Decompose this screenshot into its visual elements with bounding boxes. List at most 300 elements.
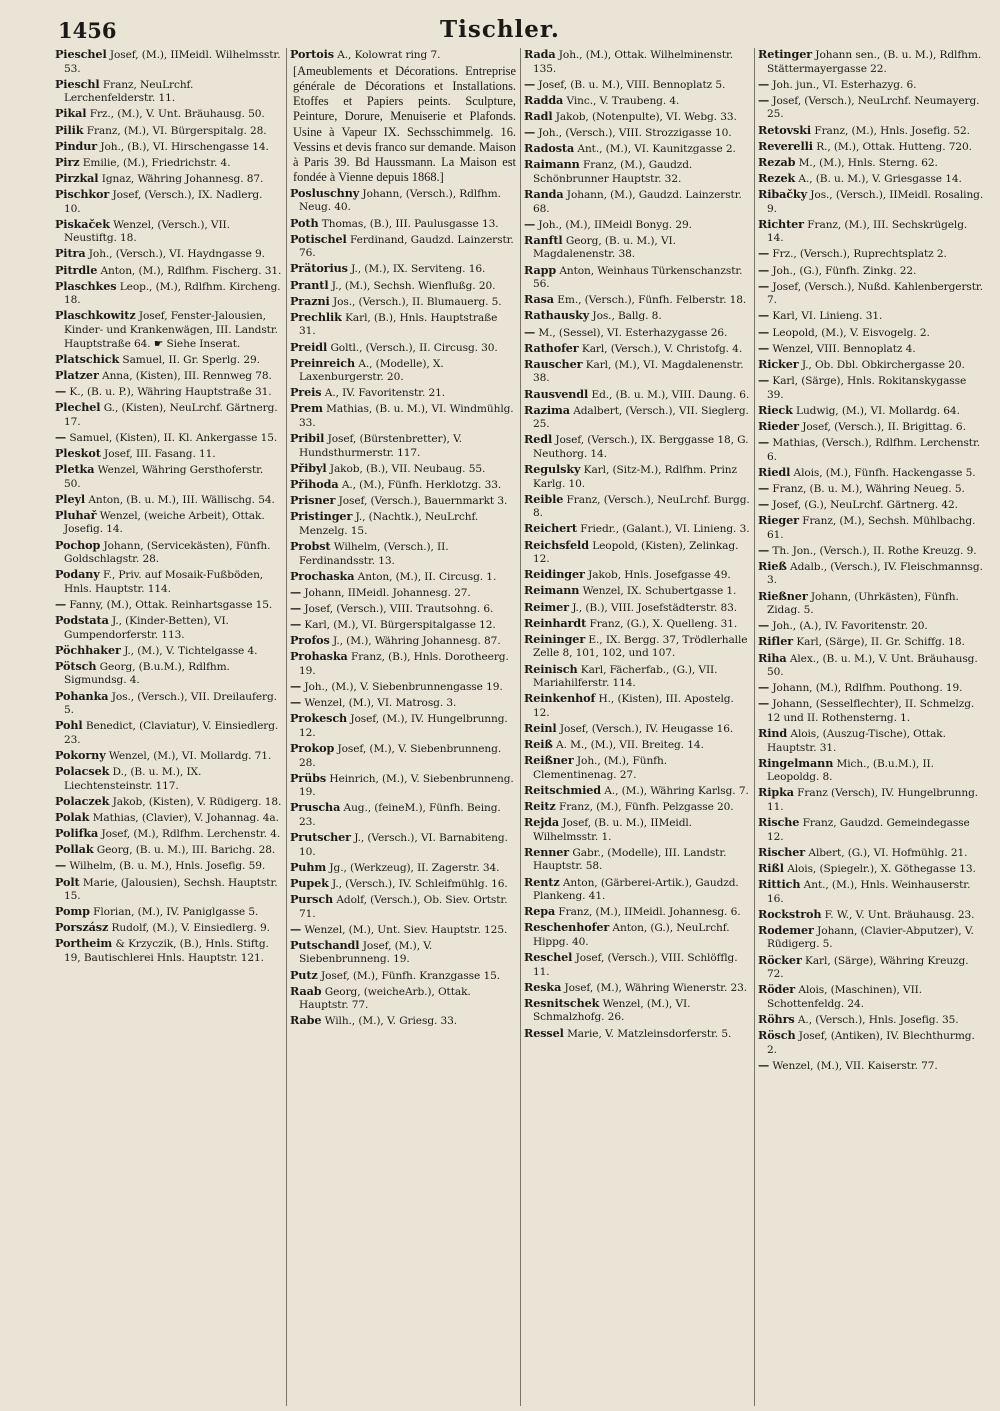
entry-details: Leopold, (Kisten), Zelinkag. 12. xyxy=(533,539,739,566)
entry-name: Reidinger xyxy=(524,567,585,582)
advertisement-text xyxy=(290,64,516,185)
directory-entry xyxy=(524,921,750,949)
entry-details: Goltl., (Versch.), II. Circusg. 30. xyxy=(330,341,498,354)
entry-name: Reichsfeld xyxy=(524,537,589,552)
directory-entry xyxy=(524,326,750,341)
entry-name: Portheim xyxy=(55,936,113,951)
entry-name: Regulsky xyxy=(524,462,581,477)
directory-entry xyxy=(290,386,516,401)
entry-details: R., (M.), Ottak. Hutteng. 720. xyxy=(816,140,972,153)
entry-details: Josef, (M.), IV. Hungelbrunng. 12. xyxy=(299,713,508,739)
entry-name: Pikal xyxy=(55,106,87,121)
entry-details: Alois, (Spiegelr.), X. Göthegasse 13. xyxy=(787,862,976,875)
entry-details: J., (M.), Sechsh. Wienflußg. 20. xyxy=(331,279,496,292)
entry-details: Josef, Fenster-Jalousien, Kinder- und Krankenwägen, III. Landstr. Hauptstraße 64. ☛ Siehe Inserat. xyxy=(64,310,278,350)
entry-name: Přibyl xyxy=(290,460,327,475)
entry-name: — xyxy=(524,125,536,140)
entry-details: Josef, (Versch.), IX. Berggasse 18, G. Neuthorg. 14. xyxy=(533,434,749,460)
entry-name: Prübs xyxy=(290,770,327,785)
directory-entry xyxy=(55,280,282,308)
directory-entry xyxy=(290,634,516,649)
entry-name: Rind xyxy=(758,726,788,741)
entry-name: Rentz xyxy=(524,874,560,889)
entry-details: Anton, (Gärberei-Artik.), Gaudzd. Plankeng. 41. xyxy=(533,876,739,903)
directory-entry xyxy=(524,388,750,403)
entry-details: Karl, (Särge), Hnls. Rokitanskygasse 39. xyxy=(767,374,967,401)
directory-entry xyxy=(290,279,516,294)
directory-entry xyxy=(55,353,282,368)
entry-details: Jos., (Versch.), II. Blumauerg. 5. xyxy=(332,295,502,308)
entry-details: Mich., (B.u.M.), II. Leopoldg. 8. xyxy=(767,757,934,784)
directory-entry xyxy=(55,188,282,216)
directory-entry xyxy=(758,342,984,357)
entry-name: — xyxy=(758,680,770,695)
entry-name: — xyxy=(290,584,302,599)
entry-details: Franz, NeuLrchf. Lerchenfelderstr. 11. xyxy=(64,78,194,105)
entry-details: A., (Versch.), Hnls. Josefig. 35. xyxy=(797,1013,959,1026)
entry-name: Rockstroh xyxy=(758,906,822,921)
entry-name: Rathausky xyxy=(524,308,590,323)
entry-name: — xyxy=(758,76,770,91)
entry-name: Retinger xyxy=(758,48,813,61)
directory-entry xyxy=(524,981,750,996)
entry-name: Rasa xyxy=(524,292,554,307)
directory-entry xyxy=(758,188,984,216)
directory-entry xyxy=(524,754,750,782)
entry-name: Reimer xyxy=(524,599,569,614)
directory-entry xyxy=(524,493,750,521)
directory-entry xyxy=(758,560,984,588)
directory-entry xyxy=(55,937,282,965)
entry-details: Em., (Versch.), Fünfh. Felberstr. 18. xyxy=(557,294,747,307)
directory-entry xyxy=(758,1029,984,1057)
entry-details: D., (B. u. M.), IX. Liechtensteinstr. 117. xyxy=(64,766,202,792)
directory-entry xyxy=(758,757,984,785)
entry-details: Joh., (Versch.), VIII. Strozzigasse 10. xyxy=(538,127,732,140)
directory-entry xyxy=(524,404,750,432)
entry-details: M., (M.), Hnls. Sterng. 62. xyxy=(798,156,938,169)
directory-entry xyxy=(758,482,984,497)
directory-entry xyxy=(290,494,516,509)
directory-entry xyxy=(290,295,516,310)
directory-entry xyxy=(758,404,984,419)
entry-name: Rieck xyxy=(758,402,793,417)
entry-details: M., (Sessel), VI. Esterhazygasse 26. xyxy=(538,326,728,339)
directory-entry xyxy=(290,357,516,385)
entry-name: Prechlik xyxy=(290,309,342,324)
directory-entry xyxy=(55,859,282,874)
directory-entry xyxy=(55,539,282,567)
directory-entry xyxy=(290,540,516,568)
entry-name: — xyxy=(524,324,536,339)
directory-entry xyxy=(290,586,516,601)
entry-details: Karl, Fächerfab., (G.), VII. Mariahilferstr. 114. xyxy=(533,663,718,690)
entry-details: Franz, (Versch.), NeuLrchf. Burgg. 8. xyxy=(533,493,750,520)
directory-entry xyxy=(55,644,282,659)
entry-details: Ferdinand, Gaudzd. Lainzerstr. 76. xyxy=(299,233,514,260)
entry-details: Ignaz, Währing Johannesg. 87. xyxy=(101,172,264,185)
entry-details: Albert, (G.), VI. Hofmühlg. 21. xyxy=(808,846,968,859)
entry-name: — xyxy=(758,434,770,449)
entry-name: Rifler xyxy=(758,634,794,649)
directory-entry xyxy=(758,309,984,324)
entry-details: Johann, (Clavier-Abputzer), V. Rüdigerg. 5. xyxy=(767,924,974,951)
entry-details: Josef, (G.), NeuLrchf. Gärtnerg. 42. xyxy=(772,498,958,511)
directory-entry xyxy=(524,1027,750,1042)
entry-name: Retovski xyxy=(758,122,812,137)
directory-entry xyxy=(290,680,516,695)
directory-entry xyxy=(524,617,750,632)
directory-entry xyxy=(290,570,516,585)
entry-name: Ressel xyxy=(524,1025,564,1040)
directory-entry xyxy=(290,262,516,277)
entry-name: Pieschel xyxy=(55,48,107,61)
directory-entry xyxy=(524,463,750,491)
directory-entry xyxy=(524,905,750,920)
entry-name: Portois xyxy=(290,48,334,61)
directory-entry xyxy=(55,264,282,279)
entry-details: Wilhelm, (B. u. M.), Hnls. Josefig. 59. xyxy=(69,860,266,873)
directory-entry xyxy=(290,861,516,876)
entry-details: Josef, (Versch.), VIII. Schlöfflg. 11. xyxy=(533,952,738,978)
entry-name: Puhm xyxy=(290,859,327,874)
entry-details: Adalbert, (Versch.), VII. Sieglerg. 25. xyxy=(533,404,749,431)
entry-details: Jos., (Versch.), IIMeidl. Rosaling. 9. xyxy=(767,189,984,215)
entry-details: Leop., (M.), Rdlfhm. Kircheng. 18. xyxy=(64,280,281,307)
entry-name: Ricker xyxy=(758,356,799,371)
directory-entry xyxy=(758,436,984,464)
directory-entry xyxy=(290,831,516,859)
entry-name: — xyxy=(524,216,536,231)
entry-details: Jakob, Hnls. Josefgasse 49. xyxy=(588,569,731,582)
entry-name: Putz xyxy=(290,967,318,982)
entry-name: Reinisch xyxy=(524,661,578,676)
entry-name: Riedl xyxy=(758,464,791,479)
entry-name: Rösch xyxy=(758,1028,796,1043)
entry-name: — xyxy=(758,92,770,107)
directory-entry xyxy=(758,862,984,877)
entry-details: Josef, (Versch.), Bauernmarkt 3. xyxy=(338,495,508,508)
entry-name: Reible xyxy=(524,491,564,506)
entry-details: Vinc., V. Traubeng. 4. xyxy=(566,94,680,107)
entry-name: Rabe xyxy=(290,1013,322,1028)
entry-details: Josef, (M.), V. Siebenbrunneng. 19. xyxy=(299,939,433,966)
entry-name: Pletka xyxy=(55,462,95,477)
page-number: 1456 xyxy=(58,18,117,43)
entry-details: Josef, (Versch.), IX. Nadlerg. 10. xyxy=(64,189,263,215)
directory-entry xyxy=(55,749,282,764)
entry-name: Platschick xyxy=(55,351,120,366)
entry-details: A., IV. Favoritenstr. 21. xyxy=(324,387,446,400)
entry-name: Rische xyxy=(758,815,800,830)
entry-name: Pleskot xyxy=(55,445,101,460)
directory-entry xyxy=(758,264,984,279)
entry-details: Josef, (Antiken), IV. Blechthurmg. 2. xyxy=(767,1030,975,1056)
directory-entry xyxy=(290,462,516,477)
entry-name: — xyxy=(55,858,67,873)
entry-name: Reitz xyxy=(524,798,556,813)
directory-entry xyxy=(290,510,516,538)
directory-entry xyxy=(758,514,984,542)
directory-entry xyxy=(758,908,984,923)
directory-entry xyxy=(758,727,984,755)
entry-details: & Krzyczik, (B.), Hnls. Stiftg. 19, Bautischlerei Hnls. Hauptstr. 121. xyxy=(64,938,269,965)
entry-name: Posluschny xyxy=(290,185,360,200)
directory-entry xyxy=(290,877,516,892)
entry-details: Adalb., (Versch.), IV. Fleischmannsg. 3. xyxy=(767,560,983,587)
directory-entry xyxy=(758,466,984,481)
directory-entry xyxy=(524,342,750,357)
entry-details: Karl, (Sitz-M.), Rdlfhm. Prinz Karlg. 10. xyxy=(533,464,738,490)
entry-details: Karl, (M.), VI. Magdalenenstr. 38. xyxy=(533,358,744,385)
entry-details: Johann, (Versch.), Rdlfhm. Neug. 40. xyxy=(299,187,501,214)
directory-entry xyxy=(55,795,282,810)
directory-entry xyxy=(55,463,282,491)
entry-name: Piskaček xyxy=(55,216,110,231)
entry-details: Joh. jun., VI. Esterhazyg. 6. xyxy=(772,78,917,91)
entry-details: Johann, (Sesselflechter), II. Schmelzg. 12 und II. Rothensterng. 1. xyxy=(767,698,975,724)
entry-details: Samuel, (Kisten), II. Kl. Ankergasse 15. xyxy=(69,431,278,444)
directory-entry xyxy=(290,217,516,232)
entry-name: Pluhař xyxy=(55,507,97,522)
entry-details: Johann, IIMeidl. Johannesg. 27. xyxy=(304,586,471,599)
directory-entry xyxy=(524,522,750,537)
entry-details: Josef, (B. u. M.), VIII. Bennoplatz 5. xyxy=(538,78,726,91)
entry-details: Karl, (Versch.), V. Christofg. 4. xyxy=(581,342,743,355)
entry-name: Radosta xyxy=(524,141,575,156)
directory-entry xyxy=(758,619,984,634)
entry-details: Samuel, II. Gr. Sperlg. 29. xyxy=(122,353,260,366)
directory-entry xyxy=(524,188,750,216)
entry-details: Mathias, (Clavier), V. Johannag. 4a. xyxy=(92,811,279,824)
directory-entry xyxy=(758,878,984,906)
entry-details: Wenzel, (M.), VI. Matrosg. 3. xyxy=(304,697,457,710)
directory-entry xyxy=(55,719,282,747)
entry-details: J., (Versch.), IV. Schleifmühlg. 16. xyxy=(332,877,508,890)
directory-entry xyxy=(290,893,516,921)
entry-details: Franz, (M.), Sechsh. Mühlbachg. 61. xyxy=(767,515,976,541)
directory-entry xyxy=(55,827,282,842)
entry-details: Wenzel, VIII. Bennoplatz 4. xyxy=(772,342,916,355)
entry-name: Pochop xyxy=(55,537,101,552)
entry-details: A. M., (M.), VII. Breiteg. 14. xyxy=(556,739,704,752)
entry-name: Reißner xyxy=(524,753,574,768)
entry-name: Rießner xyxy=(758,588,808,603)
directory-entry xyxy=(524,816,750,844)
entry-details: Josef, III. Fasang. 11. xyxy=(104,447,216,460)
entry-details: Emilie, (M.), Friedrichstr. 4. xyxy=(82,156,231,169)
directory-entry xyxy=(758,124,984,139)
entry-name: — xyxy=(758,308,770,323)
entry-details: Josef, (B. u. M.), IIMeidl. Wilhelmsstr. 1. xyxy=(533,817,692,843)
entry-details: Joh., (M.), V. Siebenbrunnengasse 19. xyxy=(304,681,503,694)
entry-details: Franz, (M.), IIMeidl. Johannesg. 6. xyxy=(558,906,741,919)
entry-details: Wenzel, (weiche Arbeit), Ottak. Josefig. 14. xyxy=(64,509,265,536)
directory-entry xyxy=(758,374,984,402)
directory-entry xyxy=(290,650,516,678)
entry-name: Rezab xyxy=(758,154,796,169)
entry-details: Johann, (M.), Rdlfhm. Pouthong. 19. xyxy=(772,682,963,695)
directory-entry xyxy=(290,187,516,215)
entry-name: Plechel xyxy=(55,400,101,415)
directory-entry xyxy=(758,94,984,122)
entry-name: Prisner xyxy=(290,493,336,508)
entry-details: Joh., (M.), IIMeidl Bonyg. 29. xyxy=(538,218,692,231)
directory-entry xyxy=(524,800,750,815)
entry-details: Jakob, (Notenpulte), VI. Webg. 33. xyxy=(555,110,737,123)
entry-details: A., (M.), Währing Karlsg. 7. xyxy=(604,784,749,797)
entry-details: Franz, (M.), Gaudzd. Schönbrunner Hauptstr. 32. xyxy=(533,159,693,185)
entry-details: Ant., (M.), Hnls. Weinhauserstr. 16. xyxy=(767,879,971,905)
entry-details: J., (B.), VIII. Josefstädterstr. 83. xyxy=(572,601,738,614)
directory-entry xyxy=(290,1014,516,1029)
entry-details: Joh., (Versch.), VI. Haydngasse 9. xyxy=(88,248,265,261)
directory-entry xyxy=(55,48,282,76)
entry-name: Richter xyxy=(758,216,804,231)
entry-details: Wenzel, (M.), VII. Kaiserstr. 77. xyxy=(772,1059,938,1072)
entry-name: Rittich xyxy=(758,877,801,892)
directory-entry xyxy=(524,234,750,262)
entry-name: Preinreich xyxy=(290,355,356,370)
entry-details: J., (Kinder-Betten), VI. Gumpendorferstr. 113. xyxy=(64,615,229,641)
directory-entry xyxy=(55,401,282,429)
entry-name: — xyxy=(758,278,770,293)
entry-details: Franz, (B. u. M.), Währing Neueg. 5. xyxy=(772,482,965,495)
entry-name: Preidl xyxy=(290,339,328,354)
directory-entry xyxy=(758,590,984,618)
entry-name: Rodemer xyxy=(758,922,814,937)
entry-name: — xyxy=(758,696,770,711)
entry-name: — xyxy=(290,695,302,710)
entry-details: Jakob, (B.), VII. Neubaug. 55. xyxy=(329,462,486,475)
directory-entry xyxy=(290,48,516,63)
directory-entry xyxy=(524,568,750,583)
directory-entry xyxy=(55,431,282,446)
directory-entry xyxy=(524,584,750,599)
entry-details: Georg, (B.u.M.), Rdlfhm. Sigmundsg. 4. xyxy=(64,660,230,687)
entry-details: A., Kolowrat ring 7. xyxy=(337,49,441,61)
entry-name: Přihoda xyxy=(290,477,339,491)
directory-entry xyxy=(55,876,282,904)
directory-entry xyxy=(524,539,750,567)
directory-entry xyxy=(524,722,750,737)
directory-entry xyxy=(758,247,984,262)
entry-name: Podany xyxy=(55,567,100,582)
directory-entry xyxy=(524,48,750,76)
entry-name: Ranftl xyxy=(524,232,563,247)
entry-name: Prokop xyxy=(290,741,335,756)
directory-entry xyxy=(290,985,516,1013)
directory-entry xyxy=(55,172,282,187)
entry-details: Franz (Versch), IV. Hungelbrunng. 11. xyxy=(767,787,979,813)
entry-details: Leopold, (M.), V. Eisvogelg. 2. xyxy=(772,326,930,339)
entry-name: — xyxy=(758,618,770,633)
entry-details: Alois, (M.), Fünfh. Hackengasse 5. xyxy=(793,466,976,479)
entry-name: Putschandl xyxy=(290,937,360,952)
directory-entry xyxy=(290,432,516,460)
entry-details: Marie, (Jalousien), Sechsh. Hauptstr. 15. xyxy=(64,876,278,903)
entry-details: Georg, (weicheArb.), Ottak. Hauptstr. 77. xyxy=(299,985,471,1012)
entry-details: J., (M.), IX. Serviteng. 16. xyxy=(351,263,486,276)
entry-details: Alex., (B. u. M.), V. Unt. Bräuhausg. 50. xyxy=(767,652,978,679)
entry-name: — xyxy=(758,246,770,261)
entry-name: Radl xyxy=(524,108,553,123)
directory-entry xyxy=(524,997,750,1025)
directory-entry xyxy=(55,385,282,400)
directory-entry xyxy=(55,124,282,139)
entry-details: Ludwig, (M.), VI. Mollardg. 64. xyxy=(796,404,960,417)
entry-details: Anton, Weinhaus Türkenschanzstr. 56. xyxy=(533,264,743,291)
entry-name: Ripka xyxy=(758,785,794,800)
columns xyxy=(52,48,990,1406)
entry-details: Josef, (M.), Rdlfhm. Lerchenstr. 4. xyxy=(101,828,281,841)
directory-entry xyxy=(758,420,984,435)
entry-name: Renner xyxy=(524,844,570,859)
entry-name: — xyxy=(55,596,67,611)
directory-entry xyxy=(758,954,984,982)
directory-entry xyxy=(55,247,282,262)
entry-name: — xyxy=(290,617,302,632)
entry-name: Rieger xyxy=(758,513,799,528)
entry-name: Rejda xyxy=(524,815,560,830)
entry-name: — xyxy=(758,1057,770,1072)
entry-details: Jakob, (Kisten), V. Rüdigerg. 18. xyxy=(112,795,282,808)
entry-name: Reinl xyxy=(524,720,557,735)
directory-entry xyxy=(524,433,750,461)
directory-entry xyxy=(524,663,750,691)
directory-entry xyxy=(524,784,750,799)
entry-details: Anna, (Kisten), III. Rennweg 78. xyxy=(102,369,272,382)
directory-entry xyxy=(290,801,516,829)
entry-name: — xyxy=(524,76,536,91)
entry-name: Röcker xyxy=(758,952,802,967)
directory-entry xyxy=(55,765,282,793)
directory-entry xyxy=(290,939,516,967)
directory-entry xyxy=(758,326,984,341)
entry-name: Rieß xyxy=(758,558,787,573)
entry-name: Prazni xyxy=(290,293,330,308)
entry-name: — xyxy=(758,340,770,355)
entry-name: Prohaska xyxy=(290,649,348,664)
entry-details: Alois, (Maschinen), VII. Schottenfeldg. 24. xyxy=(767,984,923,1010)
directory-entry xyxy=(758,48,984,76)
directory-entry xyxy=(758,1059,984,1074)
directory-entry xyxy=(55,140,282,155)
entry-name: Pohl xyxy=(55,718,83,733)
directory-entry xyxy=(524,309,750,324)
entry-name: Porszász xyxy=(55,920,109,935)
entry-details: Joh., (B.), VI. Hirschengasse 14. xyxy=(100,140,269,153)
entry-name: Rischer xyxy=(758,844,806,859)
directory-entry xyxy=(758,846,984,861)
directory-entry xyxy=(524,293,750,308)
entry-details: Rudolf, (M.), V. Einsiedlerg. 9. xyxy=(111,922,270,935)
directory-entry xyxy=(290,233,516,261)
directory-entry xyxy=(55,905,282,920)
entry-name: Reska xyxy=(524,979,562,994)
entry-name: Rausvendl xyxy=(524,386,589,401)
entry-details: Joh., (M.), Fünfh. Clementinenag. 27. xyxy=(533,755,667,781)
entry-details: [Ameublements et Décorations. Entreprise générale de Décorations et Installations. Etoffes et Papiers peints. Sculpture, Peinture, Dorure, Menuiserie et Plafonds. Usine à Vapeur IX. Sechsschimmelg. 16. Vessins et devis franco sur demande. Maison à Paris 39. Bd Haussmann. La Maison est fondée à Vienne depuis 1868.] xyxy=(293,64,516,184)
entry-details: Alois, (Auszug-Tische), Ottak. Hauptstr. 31. xyxy=(767,728,946,754)
entry-name: Polaczek xyxy=(55,793,110,808)
entry-name: — xyxy=(290,921,302,936)
entry-details: Josef, (Versch.), Nußd. Kahlenbergerstr. 7. xyxy=(767,280,983,307)
directory-entry xyxy=(758,498,984,513)
entry-details: Anton, (G.), NeuLrchf. Hippg. 40. xyxy=(533,922,730,948)
entry-name: Poth xyxy=(290,215,319,230)
directory-entry xyxy=(524,218,750,233)
